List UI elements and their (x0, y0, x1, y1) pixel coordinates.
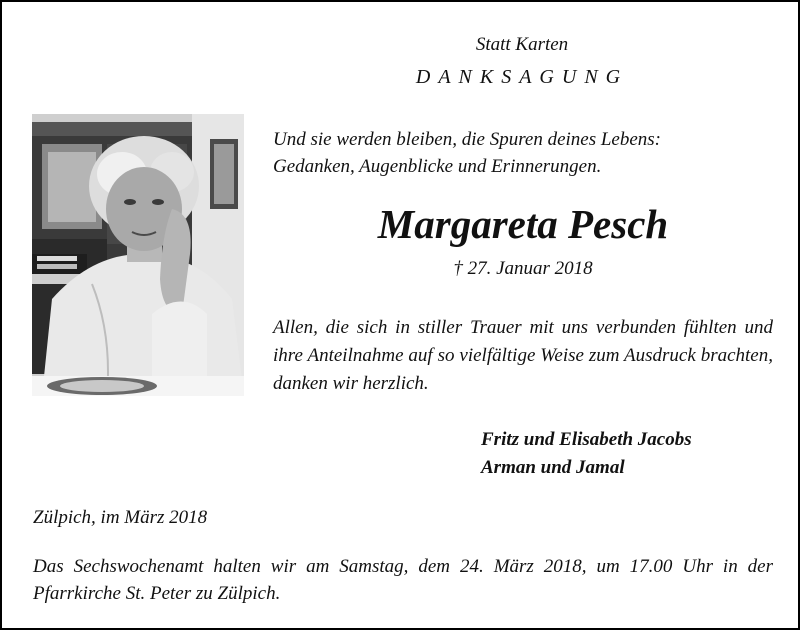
mass-notice: Das Sechswochenamt halten wir am Samstag, dem 24. März 2018, um 17.00 Uhr in der Pfarrkirche St. Peter zu Zülpich. (33, 556, 773, 604)
portrait-photo-drawing (32, 114, 244, 396)
header-statt-karten: Statt Karten (475, 34, 569, 55)
death-date: † 27. Januar 2018 (453, 258, 593, 279)
signer-line-1: Fritz und Elisabeth Jacobs (481, 429, 692, 450)
portrait-photo (32, 114, 244, 396)
quote-line-2: Gedanken, Augenblicke und Erinnerungen. (273, 156, 602, 177)
deceased-name: Margareta Pesch (377, 201, 669, 247)
signers (481, 426, 692, 482)
header-danksagung: DANKSAGUNG (415, 66, 629, 88)
place-date: Zülpich, im März 2018 (33, 507, 208, 528)
signer-line-2: Arman und Jamal (481, 457, 625, 478)
thanks-text: Allen, die sich in stiller Trauer mit uns verbunden fühlten und ihre Anteilnahme auf so vielfältige Weise zum Ausdruck brachten, danken wir herzlich. (273, 317, 773, 394)
quote-line-1: Und sie werden bleiben, die Spuren deines Lebens: (273, 129, 662, 150)
quote (273, 126, 773, 180)
